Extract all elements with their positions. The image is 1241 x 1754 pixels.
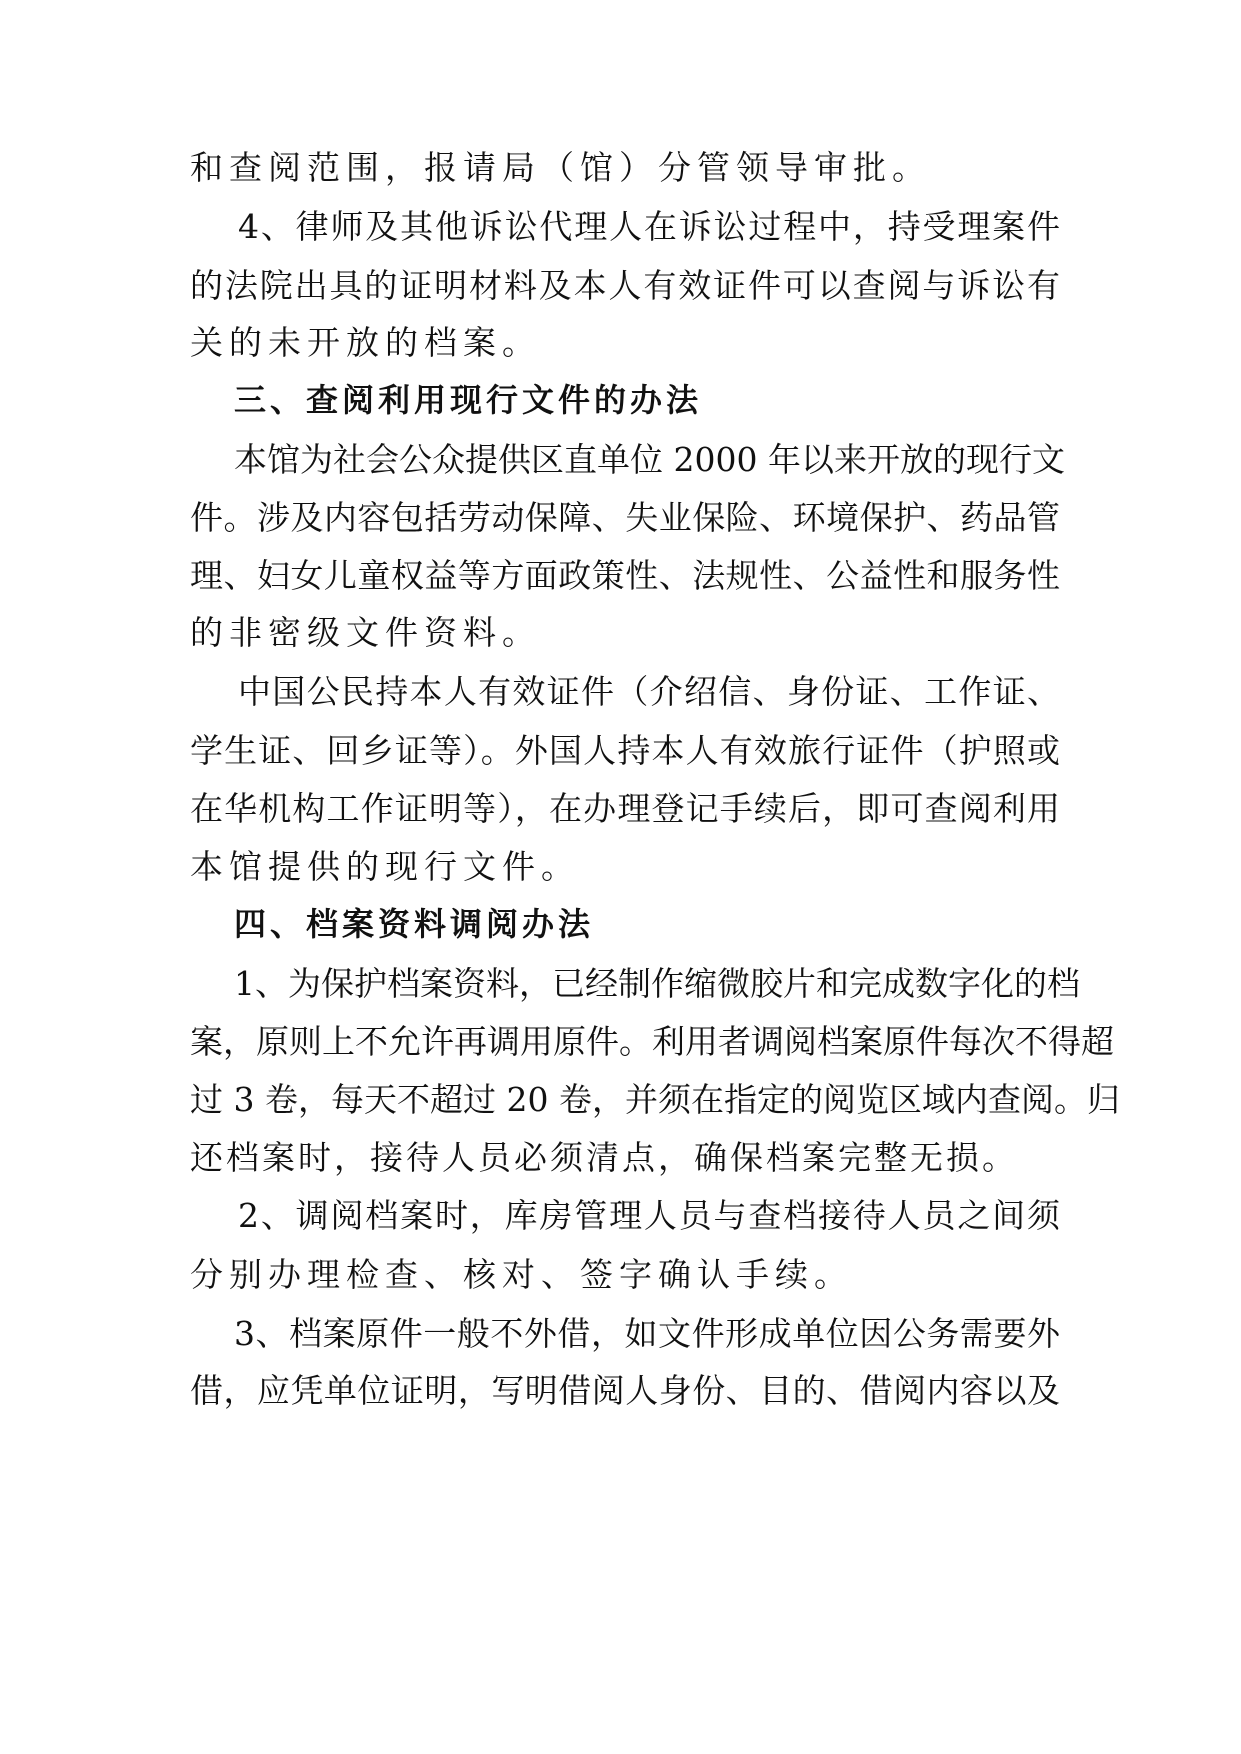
paragraph-line: 件。涉及内容包括劳动保障、失业保险、环境保护、药品管 (190, 498, 1060, 537)
paragraph-line: 4、律师及其他诉讼代理人在诉讼过程中，持受理案件 (238, 207, 1060, 246)
paragraph-line: 分别办理检查、核对、签字确认手续。 (190, 1255, 853, 1294)
paragraph-line: 学生证、回乡证等）。外国人持本人有效旅行证件（护照或 (190, 731, 1060, 770)
paragraph-line: 3、档案原件一般不外借，如文件形成单位因公务需要外 (234, 1314, 1060, 1353)
section-heading: 三、查阅利用现行文件的办法 (234, 381, 703, 419)
paragraph-line: 案，原则上不允许再调用原件。利用者调阅档案原件每次不得超 (190, 1022, 1114, 1061)
paragraph-line: 理、妇女儿童权益等方面政策性、法规性、公益性和服务性 (190, 556, 1060, 595)
paragraph-line: 本馆为社会公众提供区直单位 2000 年以来开放的现行文 (234, 440, 1065, 479)
paragraph-line: 2、调阅档案时，库房管理人员与查档接待人员之间须 (238, 1196, 1060, 1235)
paragraph-line: 在华机构工作证明等），在办理登记手续后，即可查阅利用 (190, 789, 1060, 828)
section-heading: 四、档案资料调阅办法 (234, 905, 595, 943)
paragraph-line: 中国公民持本人有效证件（介绍信、身份证、工作证、 (238, 672, 1060, 711)
paragraph-line: 本馆提供的现行文件。 (190, 847, 580, 886)
paragraph-line: 的法院出具的证明材料及本人有效证件可以查阅与诉讼有 (190, 266, 1060, 305)
paragraph-line: 关的未开放的档案。 (190, 323, 541, 362)
paragraph-line: 借，应凭单位证明，写明借阅人身份、目的、借阅内容以及 (190, 1371, 1060, 1410)
paragraph-line: 1、为保护档案资料，已经制作缩微胶片和完成数字化的档 (234, 964, 1080, 1003)
paragraph-line: 过 3 卷，每天不超过 20 卷，并须在指定的阅览区域内查阅。归 (190, 1080, 1120, 1119)
paragraph-line: 的非密级文件资料。 (190, 613, 541, 652)
paragraph-line: 和查阅范围，报请局（馆）分管领导审批。 (190, 148, 931, 187)
paragraph-line: 还档案时，接待人员必须清点，确保档案完整无损。 (190, 1138, 1018, 1177)
